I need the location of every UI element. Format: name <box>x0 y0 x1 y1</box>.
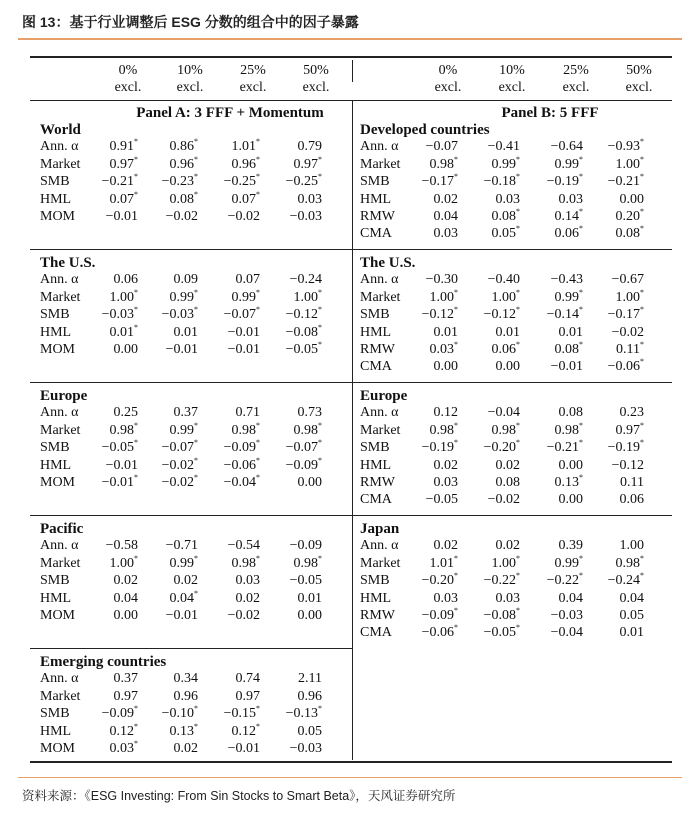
table-cell: 0.98* <box>615 553 644 571</box>
table-cell: 0.02 <box>433 457 458 473</box>
table-cell: −0.20* <box>421 571 458 589</box>
table-cell: 0.02 <box>235 590 260 606</box>
table-cell: 0.06* <box>554 224 583 242</box>
table-cell: −0.19* <box>607 438 644 456</box>
table-cell: −0.21* <box>101 172 138 190</box>
row-label: HML <box>360 324 392 340</box>
table-cell: −0.10* <box>161 704 198 722</box>
table-cell: 0.03* <box>429 340 458 357</box>
row-label: Market <box>360 422 401 438</box>
table-cell: −0.24* <box>607 571 644 589</box>
table-cell: −0.54 <box>227 538 260 554</box>
column-header-sub: excl. <box>434 80 462 95</box>
table-cell: −0.02 <box>611 324 644 340</box>
row-label: RMW <box>360 342 395 357</box>
table-cell: 0.37 <box>173 405 198 421</box>
table-cell: −0.05* <box>101 438 138 456</box>
table-cell: −0.07* <box>161 438 198 456</box>
row-label: Ann. α <box>40 538 79 554</box>
table-cell: 0.03 <box>495 590 520 606</box>
column-header-pct: 50% <box>303 63 329 78</box>
row-label: SMB <box>360 174 390 190</box>
group-title: Pacific <box>40 521 84 537</box>
table-cell: 0.02 <box>495 457 520 473</box>
table-cell: −0.07* <box>223 305 260 323</box>
table-top-rule <box>30 56 672 58</box>
table-cell: −0.25* <box>285 172 322 190</box>
table-cell: 0.23 <box>619 405 644 421</box>
table-cell: −0.01* <box>101 473 138 490</box>
table-cell: −0.15* <box>223 704 260 722</box>
table-cell: −0.12* <box>285 305 322 323</box>
table-cell: −0.09* <box>101 704 138 722</box>
group-separator <box>30 648 352 649</box>
table-cell: 0.06 <box>619 492 644 508</box>
table-cell: −0.24 <box>289 272 322 288</box>
table-cell: −0.19* <box>421 438 458 456</box>
table-cell: 0.20* <box>615 207 644 224</box>
table-cell: −0.40 <box>487 272 520 288</box>
table-cell: 0.34 <box>173 671 198 687</box>
row-label: SMB <box>360 307 390 323</box>
table-cell: 0.04 <box>619 590 644 606</box>
table-cell: −0.93* <box>607 137 644 155</box>
row-label: SMB <box>40 440 70 456</box>
table-cell: 0.04 <box>558 590 583 606</box>
table-cell: 0.00 <box>113 342 138 357</box>
table-cell: −0.06* <box>223 455 260 473</box>
table-cell: 0.98* <box>231 553 260 571</box>
table-cell: −0.02 <box>227 209 260 224</box>
panel-divider <box>352 100 353 760</box>
header-divider <box>352 60 353 82</box>
table-cell: 0.01 <box>433 324 458 340</box>
table-cell: −0.07 <box>425 139 458 155</box>
table-cell: −0.05* <box>285 340 322 357</box>
table-cell: 0.06* <box>491 340 520 357</box>
table-cell: 0.98* <box>293 420 322 438</box>
table-cell: 0.02 <box>495 538 520 554</box>
column-header <box>286 62 346 96</box>
row-label: HML <box>40 457 72 473</box>
table-cell: −0.64 <box>550 139 583 155</box>
table-cell: −0.14* <box>546 305 583 323</box>
column-header-pct: 0% <box>118 63 138 78</box>
column-header <box>98 62 158 96</box>
column-header-pct: 50% <box>626 63 652 78</box>
table-cell: −0.01 <box>105 457 138 473</box>
row-label: Ann. α <box>360 538 399 554</box>
column-header-sub: excl. <box>562 80 590 95</box>
group-title: The U.S. <box>360 255 416 271</box>
row-label: Market <box>40 555 81 571</box>
source-rule <box>18 777 682 778</box>
column-header-pct: 0% <box>438 63 458 78</box>
table-cell: −0.20* <box>483 438 520 456</box>
row-label: MOM <box>40 209 76 224</box>
row-label: Market <box>40 289 81 305</box>
row-label: SMB <box>40 307 70 323</box>
table-cell: 0.99* <box>169 420 198 438</box>
group-title: The U.S. <box>40 255 96 271</box>
table-cell: 0.08 <box>495 475 520 490</box>
column-header-pct: 25% <box>563 63 589 78</box>
table-cell: −0.21* <box>607 172 644 190</box>
table-cell: −0.07* <box>285 438 322 456</box>
table-cell: 0.13* <box>169 721 198 739</box>
row-label: Ann. α <box>40 671 79 687</box>
row-label: SMB <box>40 174 70 190</box>
table-cell: 0.97* <box>615 420 644 438</box>
row-label: RMW <box>360 608 395 623</box>
table-cell: 0.98* <box>293 553 322 571</box>
row-label: RMW <box>360 209 395 224</box>
group-separator <box>352 515 672 516</box>
table-cell: 0.99* <box>554 154 583 172</box>
table-cell: 0.96* <box>231 154 260 172</box>
figure-title: 图 13：基于行业调整后 ESG 分数的组合中的因子暴露 <box>22 14 359 30</box>
table-cell: 0.03 <box>297 191 322 207</box>
table-cell: 0.98* <box>554 420 583 438</box>
column-header <box>160 62 220 96</box>
table-cell: −0.01 <box>227 741 260 756</box>
table-cell: −0.17* <box>421 172 458 190</box>
table-cell: 0.04 <box>113 590 138 606</box>
table-cell: 0.03 <box>433 226 458 242</box>
row-label: Ann. α <box>360 405 399 421</box>
header-rule <box>30 100 672 101</box>
table-cell: −0.43 <box>550 272 583 288</box>
table-cell: 0.08* <box>554 340 583 357</box>
table-cell: 0.11* <box>616 340 644 357</box>
column-header <box>546 62 606 96</box>
row-label: MOM <box>40 741 76 756</box>
table-cell: 0.98* <box>109 420 138 438</box>
table-cell: 0.06 <box>113 272 138 288</box>
table-cell: 1.00* <box>429 287 458 305</box>
row-label: RMW <box>360 475 395 490</box>
table-cell: −0.09 <box>289 538 322 554</box>
table-cell: 0.08* <box>491 207 520 224</box>
column-header-pct: 25% <box>240 63 266 78</box>
row-label: SMB <box>360 440 390 456</box>
row-label: HML <box>40 723 72 739</box>
table-cell: −0.22* <box>546 571 583 589</box>
table-cell: −0.03 <box>289 209 322 224</box>
table-cell: 2.11 <box>298 671 322 687</box>
table-cell: 0.00 <box>297 608 322 623</box>
table-cell: 0.07* <box>231 189 260 207</box>
column-header-sub: excl. <box>176 80 204 95</box>
table-cell: 0.08* <box>169 189 198 207</box>
column-header <box>223 62 283 96</box>
table-cell: −0.05 <box>425 492 458 508</box>
column-header-sub: excl. <box>114 80 142 95</box>
group-separator <box>352 382 672 383</box>
table-cell: 0.97 <box>113 688 138 704</box>
row-label: CMA <box>360 359 392 375</box>
table-cell: −0.12 <box>611 457 644 473</box>
table-cell: 0.97 <box>235 688 260 704</box>
table-cell: 0.99* <box>554 553 583 571</box>
row-label: HML <box>360 457 392 473</box>
table-cell: 1.00* <box>109 287 138 305</box>
table-cell: 0.25 <box>113 405 138 421</box>
table-cell: 0.01 <box>297 590 322 606</box>
table-cell: −0.02 <box>487 492 520 508</box>
table-cell: 0.14* <box>554 207 583 224</box>
table-cell: 0.99* <box>554 287 583 305</box>
row-label: Ann. α <box>40 139 79 155</box>
table-cell: −0.12* <box>421 305 458 323</box>
table-cell: −0.19* <box>546 172 583 190</box>
table-cell: 0.97* <box>293 154 322 172</box>
row-label: Ann. α <box>40 272 79 288</box>
table-cell: 0.05* <box>491 224 520 242</box>
table-cell: 0.04* <box>169 588 198 606</box>
table-cell: 0.71 <box>235 405 260 421</box>
table-cell: 0.03 <box>433 590 458 606</box>
table-cell: −0.01 <box>165 342 198 357</box>
table-cell: −0.13* <box>285 704 322 722</box>
column-header-sub: excl. <box>498 80 526 95</box>
table-cell: 0.00 <box>558 457 583 473</box>
table-cell: 1.00* <box>491 553 520 571</box>
table-cell: 0.12 <box>433 405 458 421</box>
table-cell: 0.96 <box>297 688 322 704</box>
source-note: 资料来源：《ESG Investing: From Sin Stocks to Smart Beta》，天风证券研究所 <box>22 789 456 803</box>
row-label: CMA <box>360 492 392 508</box>
table-cell: 0.98* <box>231 420 260 438</box>
table-cell: 0.00 <box>297 475 322 490</box>
table-cell: 1.01* <box>231 137 260 155</box>
row-label: SMB <box>40 706 70 722</box>
table-cell: −0.03* <box>101 305 138 323</box>
table-cell: 0.02 <box>433 538 458 554</box>
column-header <box>609 62 669 96</box>
table-cell: 1.00* <box>491 287 520 305</box>
table-cell: 0.86* <box>169 137 198 155</box>
table-cell: 0.02 <box>433 191 458 207</box>
table-cell: −0.02* <box>161 473 198 490</box>
table-cell: 0.96* <box>169 154 198 172</box>
table-cell: 0.02 <box>113 573 138 589</box>
table-cell: 0.07* <box>109 189 138 207</box>
group-separator <box>30 249 352 250</box>
row-label: Market <box>360 555 401 571</box>
row-label: CMA <box>360 226 392 242</box>
row-label: HML <box>40 191 72 207</box>
table-cell: 0.99* <box>491 154 520 172</box>
group-title: Europe <box>360 388 408 404</box>
table-cell: −0.01 <box>227 342 260 357</box>
table-cell: −0.18* <box>483 172 520 190</box>
table-cell: −0.08* <box>483 606 520 623</box>
table-cell: 0.73 <box>297 405 322 421</box>
table-cell: 0.37 <box>113 671 138 687</box>
table-cell: 0.05 <box>619 608 644 623</box>
table-cell: −0.03 <box>289 741 322 756</box>
table-cell: 0.05 <box>297 723 322 739</box>
table-cell: −0.58 <box>105 538 138 554</box>
table-cell: 0.98* <box>429 420 458 438</box>
table-cell: −0.67 <box>611 272 644 288</box>
table-cell: 0.02 <box>173 573 198 589</box>
table-cell: −0.01 <box>105 209 138 224</box>
table-cell: −0.04 <box>550 625 583 641</box>
table-cell: 0.99* <box>169 553 198 571</box>
table-cell: 1.00 <box>619 538 644 554</box>
column-header <box>418 62 478 96</box>
table-cell: −0.09* <box>285 455 322 473</box>
row-label: Market <box>40 688 81 704</box>
table-cell: 0.96 <box>173 688 198 704</box>
table-cell: 0.74 <box>235 671 260 687</box>
table-cell: −0.01 <box>550 359 583 375</box>
table-cell: −0.03 <box>550 608 583 623</box>
table-cell: 0.03 <box>433 475 458 490</box>
table-cell: −0.08* <box>285 322 322 340</box>
table-cell: −0.04 <box>487 405 520 421</box>
table-cell: 0.11 <box>620 475 644 490</box>
table-cell: 0.98* <box>491 420 520 438</box>
table-cell: 0.01* <box>109 322 138 340</box>
group-title: World <box>40 122 81 138</box>
table-cell: 0.09 <box>173 272 198 288</box>
row-label: Market <box>40 422 81 438</box>
row-label: HML <box>360 590 392 606</box>
panel-b-title: Panel B: 5 FFF <box>501 105 599 121</box>
row-label: SMB <box>360 573 390 589</box>
column-header-sub: excl. <box>302 80 330 95</box>
group-separator <box>30 382 352 383</box>
table-cell: −0.01 <box>227 324 260 340</box>
row-label: Ann. α <box>40 405 79 421</box>
table-cell: −0.05 <box>289 573 322 589</box>
row-label: SMB <box>40 573 70 589</box>
table-cell: 0.91* <box>109 137 138 155</box>
table-cell: 0.00 <box>558 492 583 508</box>
row-label: MOM <box>40 475 76 490</box>
table-cell: 0.04 <box>433 209 458 224</box>
table-cell: 0.08* <box>615 224 644 242</box>
table-cell: 0.12* <box>109 721 138 739</box>
table-cell: 0.03 <box>558 191 583 207</box>
table-cell: −0.06* <box>607 357 644 375</box>
table-cell: 0.79 <box>297 139 322 155</box>
row-label: MOM <box>40 342 76 357</box>
panel-a-title: Panel A: 3 FFF + Momentum <box>136 105 324 121</box>
column-header-pct: 10% <box>499 63 525 78</box>
table-cell: 0.39 <box>558 538 583 554</box>
row-label: Market <box>40 156 81 172</box>
table-cell: 0.12* <box>231 721 260 739</box>
table-cell: −0.17* <box>607 305 644 323</box>
table-cell: −0.09* <box>421 606 458 623</box>
table-cell: 0.13* <box>554 473 583 490</box>
table-cell: 1.00* <box>615 154 644 172</box>
column-header <box>482 62 542 96</box>
table-cell: 1.00* <box>293 287 322 305</box>
column-header-pct: 10% <box>177 63 203 78</box>
table-cell: 0.02 <box>173 741 198 756</box>
table-cell: −0.41 <box>487 139 520 155</box>
title-rule <box>18 38 682 40</box>
group-separator <box>30 515 352 516</box>
table-cell: 0.03 <box>235 573 260 589</box>
table-cell: −0.06* <box>421 623 458 641</box>
table-cell: −0.22* <box>483 571 520 589</box>
table-cell: 0.03* <box>109 739 138 756</box>
table-cell: 0.00 <box>495 359 520 375</box>
row-label: Ann. α <box>360 272 399 288</box>
table-cell: −0.30 <box>425 272 458 288</box>
row-label: HML <box>360 191 392 207</box>
table-cell: 0.98* <box>429 154 458 172</box>
table-cell: −0.05* <box>483 623 520 641</box>
table-cell: 0.01 <box>619 625 644 641</box>
table-cell: 0.01 <box>558 324 583 340</box>
table-cell: −0.71 <box>165 538 198 554</box>
table-cell: 0.00 <box>619 191 644 207</box>
table-bottom-rule <box>30 761 672 763</box>
table-cell: −0.02 <box>227 608 260 623</box>
table-cell: −0.04* <box>223 473 260 490</box>
group-title: Emerging countries <box>40 654 167 670</box>
table-cell: 0.08 <box>558 405 583 421</box>
table-cell: −0.23* <box>161 172 198 190</box>
table-cell: −0.02 <box>165 209 198 224</box>
factor-exposure-table <box>30 56 672 762</box>
group-title: Europe <box>40 388 88 404</box>
row-label: MOM <box>40 608 76 623</box>
table-cell: −0.03* <box>161 305 198 323</box>
group-title: Developed countries <box>360 122 490 138</box>
table-cell: 0.99* <box>231 287 260 305</box>
table-cell: 0.03 <box>495 191 520 207</box>
table-cell: −0.02* <box>161 455 198 473</box>
group-separator <box>352 249 672 250</box>
row-label: Market <box>360 289 401 305</box>
table-cell: 0.99* <box>169 287 198 305</box>
row-label: HML <box>40 324 72 340</box>
row-label: HML <box>40 590 72 606</box>
table-cell: 0.01 <box>495 324 520 340</box>
table-cell: 1.00* <box>109 553 138 571</box>
table-cell: 0.00 <box>113 608 138 623</box>
table-cell: −0.21* <box>546 438 583 456</box>
table-cell: 0.00 <box>433 359 458 375</box>
table-cell: 0.01 <box>173 324 198 340</box>
row-label: CMA <box>360 625 392 641</box>
row-label: Market <box>360 156 401 172</box>
table-cell: 1.00* <box>615 287 644 305</box>
table-cell: −0.12* <box>483 305 520 323</box>
group-title: Japan <box>360 521 400 537</box>
table-cell: −0.25* <box>223 172 260 190</box>
table-cell: 0.07 <box>235 272 260 288</box>
table-cell: 1.01* <box>429 553 458 571</box>
row-label: Ann. α <box>360 139 399 155</box>
table-cell: −0.09* <box>223 438 260 456</box>
table-cell: −0.01 <box>165 608 198 623</box>
column-header-sub: excl. <box>239 80 267 95</box>
column-header-sub: excl. <box>625 80 653 95</box>
table-cell: 0.97* <box>109 154 138 172</box>
